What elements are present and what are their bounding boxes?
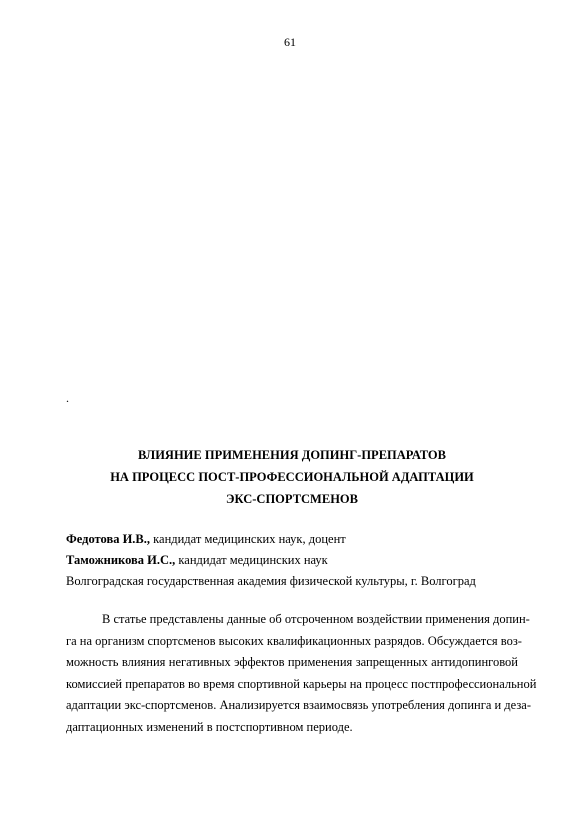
abstract-line: га на организм спортсменов высоких квалификационных разрядов. Обсуждается воз- — [66, 633, 522, 648]
article-title — [66, 444, 518, 510]
author-details: кандидат медицинских наук — [175, 553, 328, 567]
author-block — [66, 529, 526, 592]
abstract-line: адаптации экс-спортсменов. Анализируется взаимосвязь употребления допинга и деза- — [66, 698, 532, 712]
title-line-1: ВЛИЯНИЕ ПРИМЕНЕНИЯ ДОПИНГ-ПРЕПАРАТОВ — [138, 448, 446, 462]
author-line — [66, 529, 526, 550]
abstract-line: можность влияния негативных эффектов применения запрещенных антидопинговой — [66, 655, 518, 669]
author-name: Федотова И.В., — [66, 532, 151, 546]
author-name: Таможникова И.С., — [66, 553, 176, 567]
title-line-2: НА ПРОЦЕСС ПОСТ-ПРОФЕССИОНАЛЬНОЙ АДАПТАЦИИ — [110, 470, 474, 484]
author-line — [66, 550, 526, 571]
title-line-3: ЭКС-СПОРТСМЕНОВ — [226, 492, 358, 506]
abstract — [66, 609, 537, 738]
stray-mark: . — [66, 391, 69, 405]
abstract-line: В статье представлены данные об отсроченном воздействии применения допин- — [102, 612, 530, 626]
page-number: 61 — [284, 35, 296, 49]
abstract-line: комиссией препаратов во время спортивной карьеры на процесс постпрофессиональной — [66, 676, 537, 691]
author-details: кандидат медицинских наук, доцент — [150, 532, 346, 546]
affiliation: Волгоградская государственная академия физической культуры, г. Волгоград — [66, 574, 476, 588]
abstract-line: даптационных изменений в постспортивном периоде. — [66, 719, 353, 734]
